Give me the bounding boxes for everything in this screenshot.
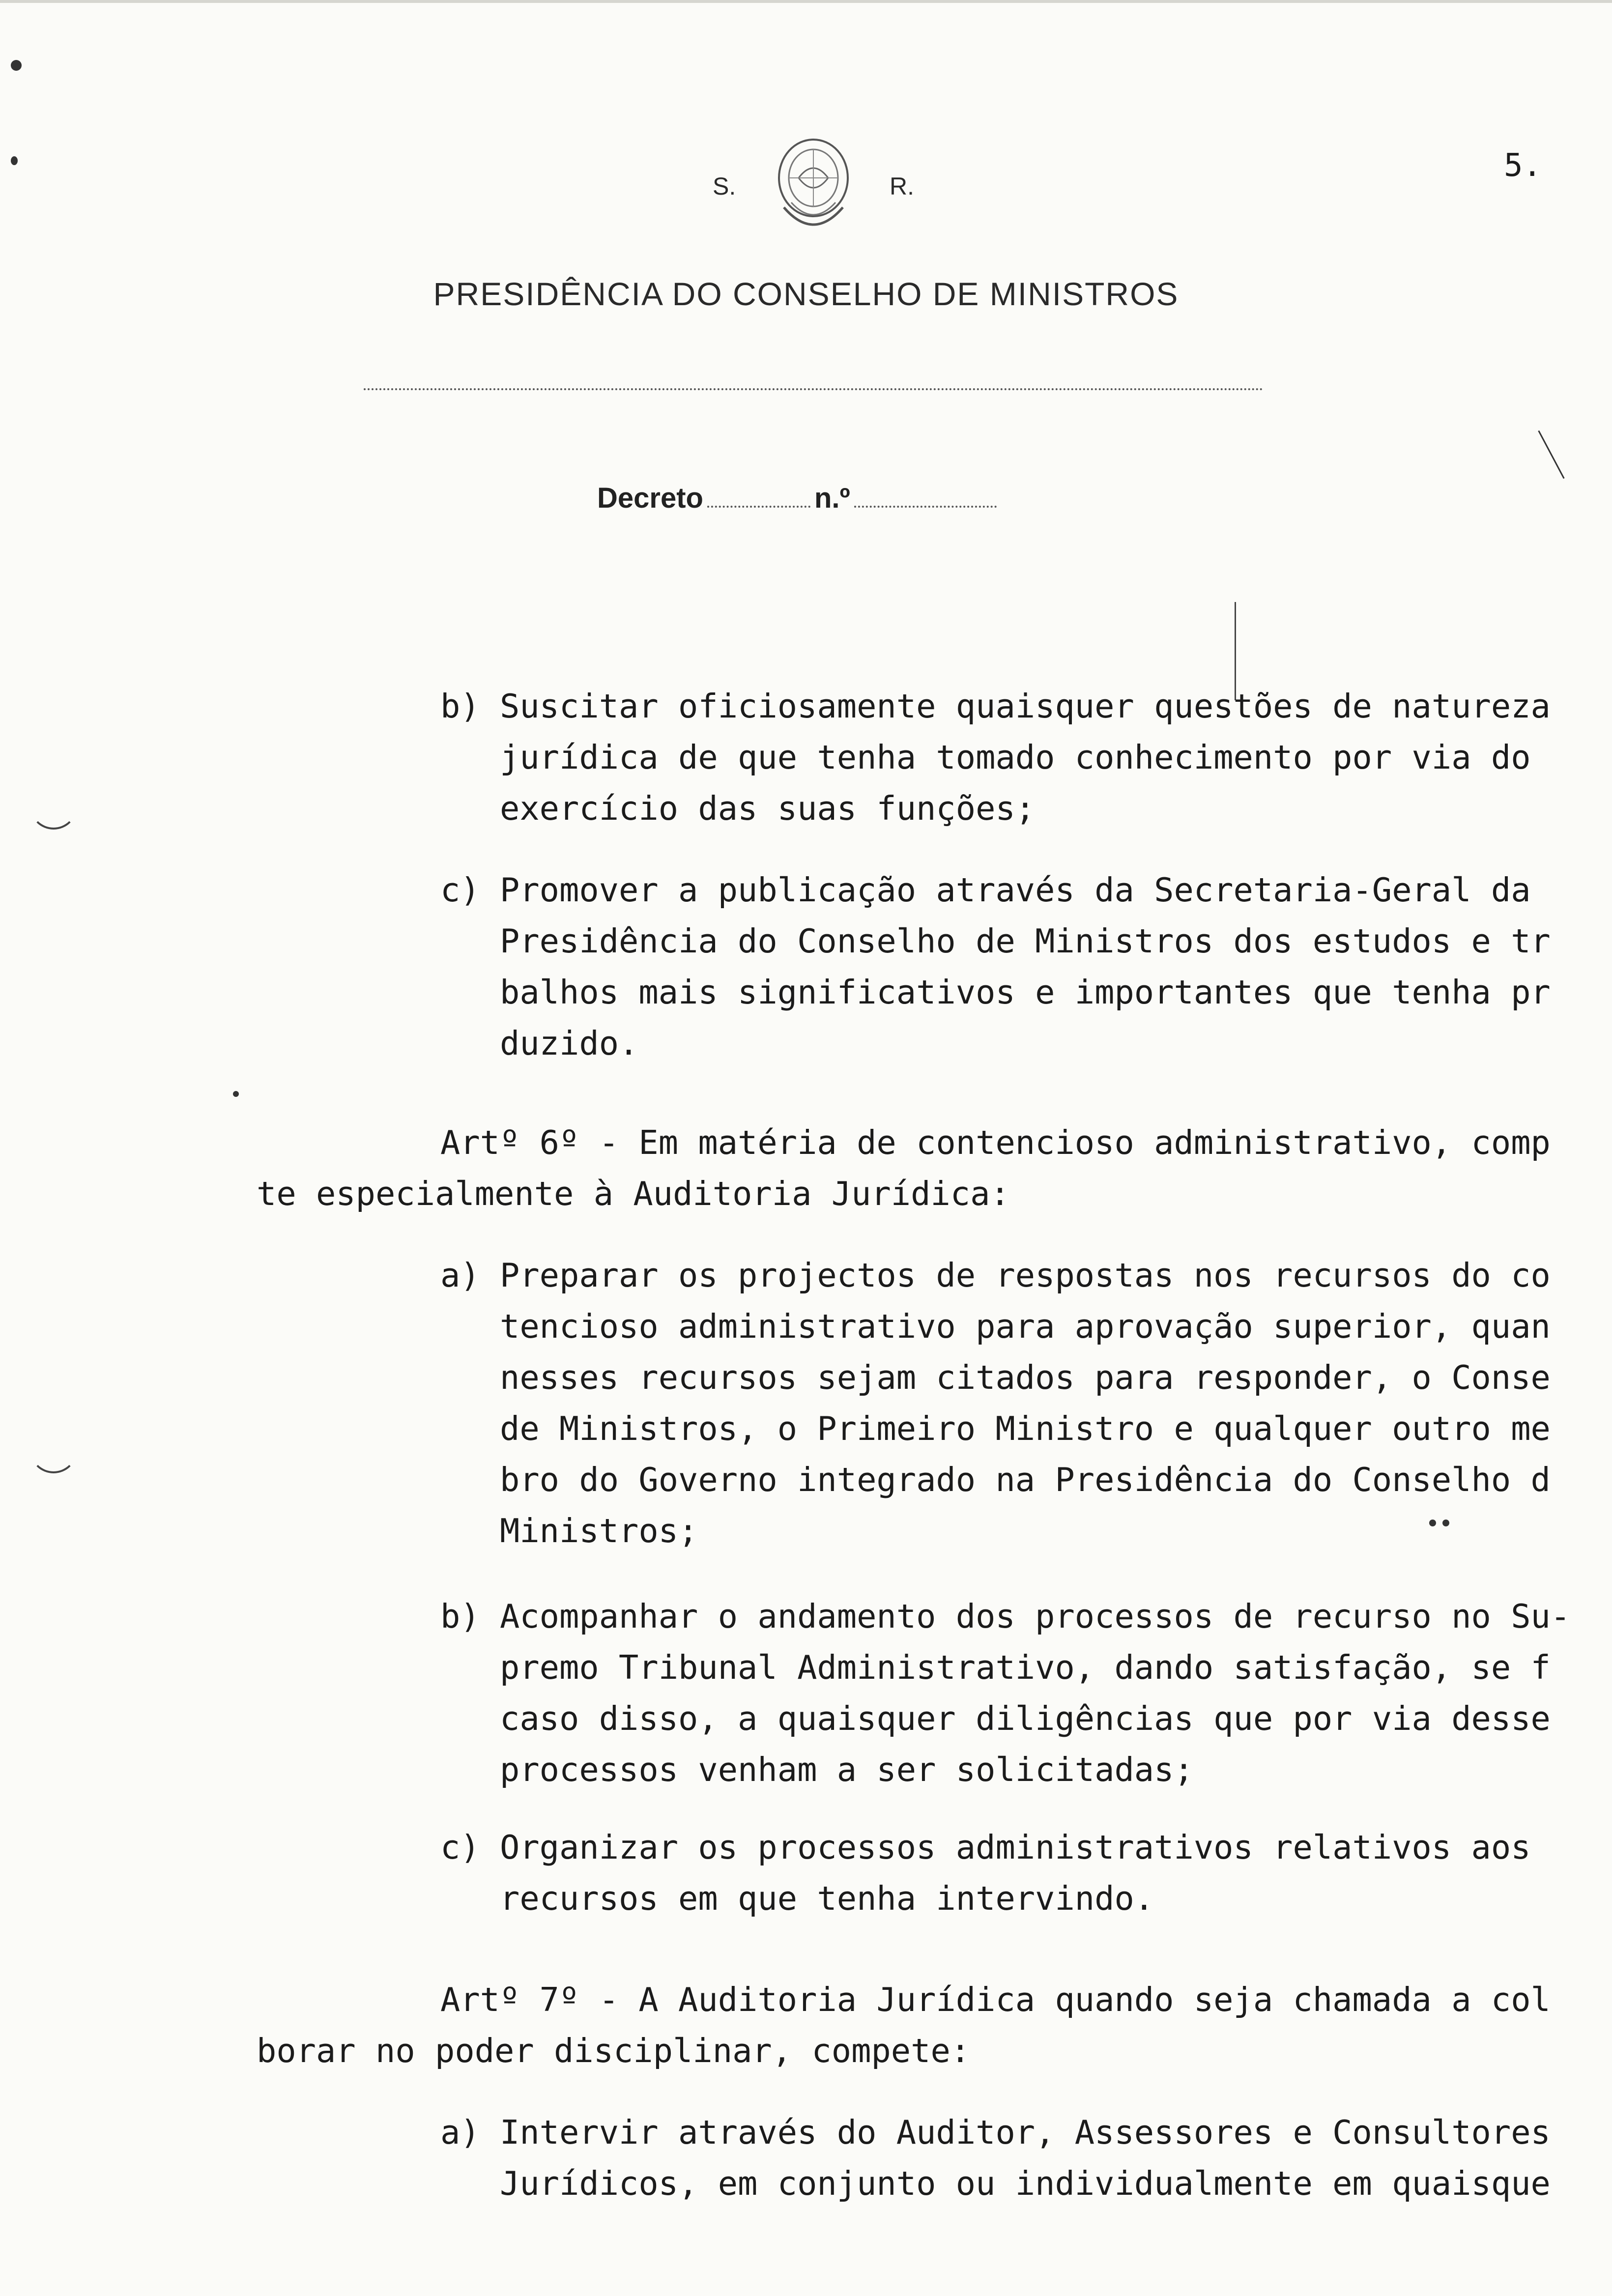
text-line: Artº 7º - A Auditoria Jurídica quando seja chamada a col bbox=[440, 1980, 1551, 2019]
text-line: te especialmente à Auditoria Jurídica: bbox=[257, 1175, 1010, 1213]
text-line: Ministros; bbox=[440, 1512, 698, 1550]
text-line: c) Promover a publicação através da Secretaria-Geral da bbox=[440, 871, 1531, 909]
text-line: b) Acompanhar o andamento dos processos de recurso no Su- bbox=[440, 1597, 1571, 1636]
text-line: balhos mais significativos e importantes que tenha pr bbox=[440, 973, 1551, 1011]
scan-speck bbox=[233, 1091, 239, 1097]
decree-label: Decreto bbox=[597, 482, 703, 514]
text-line: tencioso administrativo para aprovação superior, quan bbox=[440, 1307, 1551, 1346]
text-line: caso disso, a quaisquer diligências que por via desse bbox=[440, 1699, 1551, 1738]
scan-speck bbox=[1429, 1520, 1436, 1526]
text-line: b) Suscitar oficiosamente quaisquer questões de natureza bbox=[440, 687, 1551, 725]
decree-blank bbox=[707, 486, 810, 508]
decree-number-line bbox=[597, 482, 1001, 515]
text-line: recursos em que tenha intervindo. bbox=[440, 1879, 1154, 1918]
scan-speck bbox=[11, 156, 18, 165]
text-line: Jurídicos, em conjunto ou individualmente em quaisque bbox=[440, 2164, 1551, 2203]
text-line: Artº 6º - Em matéria de contencioso administrativo, comp bbox=[440, 1123, 1551, 1162]
decree-number-blank bbox=[854, 486, 997, 508]
text-line: de Ministros, o Primeiro Ministro e qualquer outro me bbox=[440, 1409, 1551, 1448]
text-line: nesses recursos sejam citados para responder, o Conse bbox=[440, 1358, 1551, 1397]
text-line: jurídica de que tenha tomado conhecimento por via do bbox=[440, 738, 1531, 776]
page-number: 5. bbox=[1504, 147, 1542, 184]
header-letter-s: S. bbox=[713, 172, 736, 200]
text-line: exercício das suas funções; bbox=[440, 789, 1036, 828]
text-line: Presidência do Conselho de Ministros dos estudos e tr bbox=[440, 922, 1551, 960]
scan-smudge bbox=[29, 1425, 78, 1473]
text-line: borar no poder disciplinar, compete: bbox=[257, 2032, 971, 2070]
dotted-rule bbox=[364, 388, 1263, 390]
institution-heading: PRESIDÊNCIA DO CONSELHO DE MINISTROS bbox=[433, 276, 1179, 312]
scan-speck bbox=[1442, 1520, 1449, 1526]
scan-smudge bbox=[29, 781, 78, 830]
pen-stroke-mark bbox=[1538, 430, 1564, 479]
text-line: bro do Governo integrado na Presidência do Conselho d bbox=[440, 1461, 1551, 1499]
text-line: c) Organizar os processos administrativos relativos aos bbox=[440, 1828, 1531, 1866]
coat-of-arms-emblem bbox=[764, 129, 863, 242]
header-letter-r: R. bbox=[890, 172, 914, 200]
margin-vertical-mark bbox=[1235, 602, 1236, 700]
text-line: processos venham a ser solicitadas; bbox=[440, 1751, 1194, 1789]
text-line: a) Preparar os projectos de respostas nos recursos do co bbox=[440, 1256, 1551, 1294]
text-line: premo Tribunal Administrativo, dando satisfação, se f bbox=[440, 1648, 1551, 1687]
scan-speck bbox=[11, 60, 22, 71]
decree-number-label: n.º bbox=[814, 482, 850, 514]
text-line: a) Intervir através do Auditor, Assessores e Consultores bbox=[440, 2113, 1551, 2152]
text-line: duzido. bbox=[440, 1024, 639, 1062]
scan-top-edge bbox=[0, 0, 1612, 3]
